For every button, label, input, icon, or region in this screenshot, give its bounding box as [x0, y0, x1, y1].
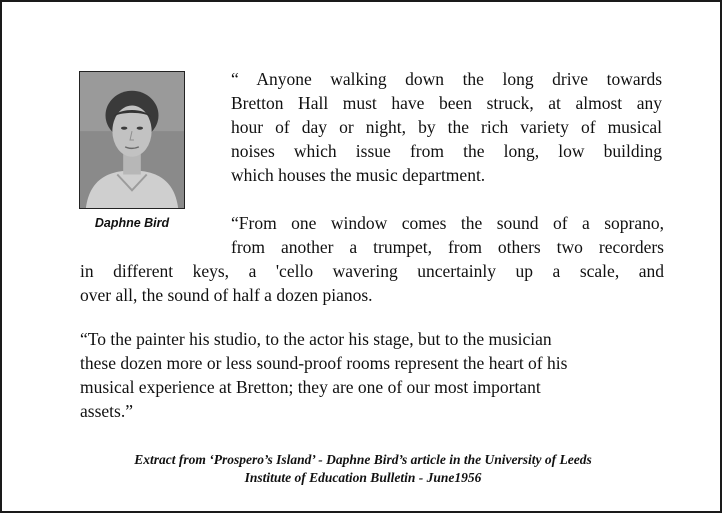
quote-line: in different keys, a 'cello wavering uncertainly up a scale, and — [80, 261, 664, 281]
quote-line: “ Anyone walking down the long drive towards — [231, 69, 662, 89]
quote-line: over all, the sound of half a dozen pianos. — [80, 285, 373, 305]
quote-line: assets.” — [80, 401, 133, 421]
quote-line: “From one window comes the sound of a soprano, — [231, 213, 664, 233]
quote-paragraph-1 — [231, 67, 662, 187]
quote-paragraph-2-continued — [80, 259, 664, 307]
source-line-1: Extract from ‘Prospero’s Island’ - Daphne Bird’s article in the University of Leeds — [134, 452, 592, 467]
quote-paragraph-3 — [80, 327, 675, 423]
quote-line: musical experience at Bretton; they are one of our most important — [80, 377, 541, 397]
quote-paragraph-2 — [231, 211, 664, 259]
quote-line: noises which issue from the long, low building — [231, 141, 662, 161]
source-line-2: Institute of Education Bulletin - June1956 — [244, 470, 482, 485]
quote-line: which houses the music department. — [231, 165, 486, 185]
quote-line: hour of day or night, by the rich variety of musical — [231, 117, 662, 137]
portrait-photo — [79, 71, 185, 209]
portrait-image — [80, 72, 184, 208]
quote-line: “To the painter his studio, to the actor his stage, but to the musician — [80, 329, 552, 349]
quote-line: these dozen more or less sound-proof rooms represent the heart of his — [80, 353, 568, 373]
photo-caption: Daphne Bird — [94, 216, 170, 230]
quote-line: Bretton Hall must have been struck, at almost any — [231, 93, 662, 113]
quote-line: from another a trumpet, from others two recorders — [231, 237, 664, 257]
source-citation — [62, 451, 664, 487]
